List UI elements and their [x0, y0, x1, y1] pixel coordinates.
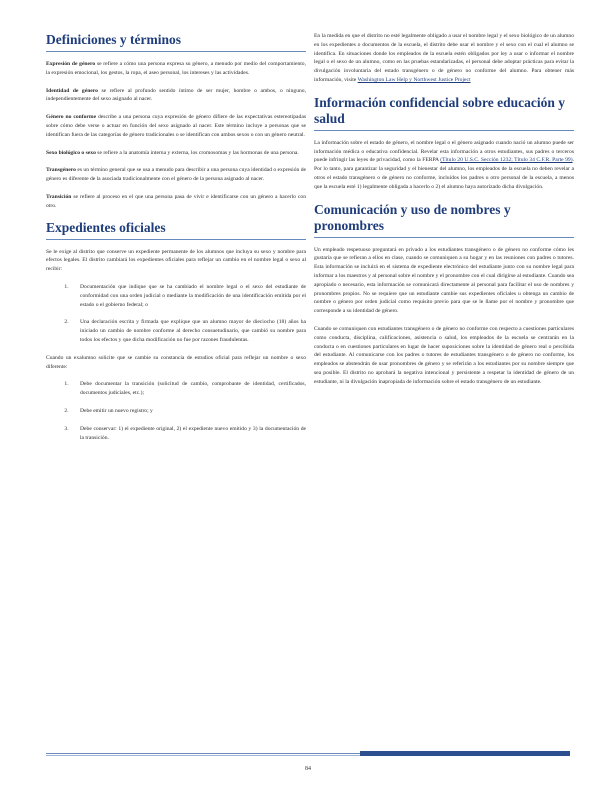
definition-term: Transgénero	[46, 167, 76, 174]
confidential-text-end: . Por lo tanto, para garantizar la seguridad y el bienestar del alumno, los empleados de la escuela no deben revelar a otros el estado transgénero o de género no conforme, incluidos los padres u otro personal de la escuela, a menos que la escuela esté 1) legalmente obligada a hacerlo o 2) el alumno haya autorizado dicha divulgación.	[314, 157, 574, 190]
list-item: 2. Una declaración escrita y firmada que explique que un alumno mayor de dieciocho (18) años ha iniciado un cambio de nombre conforme al derecho consuetudinario, que cambió su nombre para todos los efectos y que dicha modificación no fue por razones fraudulentas.	[70, 318, 306, 344]
confidential-text: La información sobre el estado de género, el nombre legal o el género asignado cuando nació un alumno puede ser información médica o educativa confidencial. Revelar esta información a otros estudiantes, sus padres o terceros puede infringir las leyes de privacidad, como la FERPA	[314, 139, 574, 164]
resource-link[interactable]: Washington Law Help y Northwest Justice Project	[357, 76, 471, 83]
definition-term: Transición	[46, 193, 72, 200]
list-item: 1. Documentación que indique que se ha cambiado el nombre legal o el sexo del estudiante de conformidad con una orden judicial o mediante la modificación de una identificación emitida por el estado o el gobierno federal; o	[70, 283, 306, 309]
definition-text: se refiere al proceso en el que una persona pasa de vivir e identificarse con un género a hacerlo con otro.	[46, 193, 306, 209]
heading-rule	[314, 130, 574, 131]
list-item: 1. Debe documentar la transición (solicitud de cambio, comprobante de identidad, certificados, documentos judiciales, etc.);	[70, 380, 306, 398]
definition-item	[46, 166, 306, 184]
definition-text: se refiere a la anatomía interna y externa, los cromosomas y las hormonas de una persona.	[97, 149, 299, 156]
list-item: 2. Debe emitir un nuevo registro; y	[70, 407, 306, 416]
records-list-2	[46, 380, 306, 442]
definition-term: Género no conforme	[46, 114, 97, 121]
communication-heading: Comunicación y uso de nombres y pronombres	[314, 201, 511, 233]
left-column	[46, 32, 306, 451]
confidential-heading: Información confidencial sobre educación y salud	[314, 94, 565, 126]
records-list-1	[46, 283, 306, 345]
page-number: 84	[305, 766, 311, 772]
right-column	[314, 32, 574, 396]
heading-rule	[314, 237, 574, 238]
intro-text: En la medida en que el distrito no esté legalmente obligado a usar el nombre legal y el sexo biológico de un alumno en los expedientes o documentos de la escuela, el distrito debe usar el nombre y el sexo con el cual el alumno se identifica. En situaciones donde los empleados de la escuela estén obligados por ley a usar o informar el nombre legal o el sexo de un alumno, como en las pruebas estandarizadas, el personal debe adoptar prácticas para evitar la divulgación involuntaria del estado transgénero o de género no conforme del alumno. Para obtener más información, visite	[314, 33, 574, 83]
definition-item	[46, 113, 306, 139]
definitions-heading: Definiciones y términos	[46, 32, 181, 47]
ferpa-link[interactable]: (Título 20 U.S.C. Sección 1232; Título 34 C.F.R. Parte 99)	[440, 157, 573, 164]
records-heading: Expedientes oficiales	[46, 219, 166, 235]
heading-rule	[46, 51, 306, 52]
definition-text: se refiere a cómo una persona expresa su género, a menudo por medio del comportamiento, la expresión emocional, los gestos, la ropa, el aseo personal, los intereses y las actividades.	[46, 61, 307, 76]
records-paragraph: Cuando un exalumno solicite que se cambie su constancia de estudios oficial para reflejar un nombre o sexo diferente:	[46, 354, 306, 370]
definition-item	[46, 193, 306, 211]
definition-item	[46, 149, 306, 158]
communication-paragraph: Cuando se comuniquen con estudiantes transgénero o de género no conforme con respecto a cuestiones particulares como conducta, disciplina, calificaciones, asistencia o salud, los empleados de la escuela se centrarán en la conducta o en cuestiones particulares en lugar de hacer suposiciones sobre la identidad de género real o percibida del estudiante. Al comunicarse con los padres o tutores de estudiantes transgénero o de género no conforme, los empleados se abstendrán de usar pronombres de género y se referirán a los estudiantes por su nombre siempre que sea posible. El distrito no aprobará la negativa intencional y persistente a respetar la identidad de género de un estudiante, ni la divulgación inapropiada de información sobre el estado transgénero de un estudiante.	[314, 325, 574, 385]
definition-term: Expresión de género	[46, 61, 96, 67]
definition-text: es un término general que se usa a menudo para describir a una persona cuya identidad o expresión de género es diferente de la asociada tradicionalmente con el género de la persona asignado al nacer.	[46, 167, 306, 183]
list-item: 3. Debe conservar: 1) el expediente original, 2) el expediente nuevo emitido y 3) la documentación de la transición.	[70, 425, 306, 443]
definition-item	[46, 60, 306, 78]
definition-text: describe a una persona cuya expresión de género difiere de las expectativas estereotipadas sobre cómo debe verse o actuar en función del sexo asignado al nacer. Este término incluye a personas que se identifican fuera de las categorías de género tradicionales o se identifican con ambos sexos o con un género neutral.	[46, 114, 306, 138]
definition-item	[46, 87, 306, 105]
heading-rule	[46, 239, 306, 240]
definition-term: Identidad de género	[46, 87, 98, 94]
communication-paragraph: Un empleado respetuoso preguntará en privado a los estudiantes transgénero o de género no conforme cómo les gustaría que se refieran a ellos en clase, cuando se comuniquen a su hogar y en las reuniones con padres o tutores. Esta información se incluirá en el sistema de expediente electrónico del estudiante junto con su nombre legal para informar a los maestros y al personal sobre el nombre y el pronombre con el cual dirigirse al estudiante. Cuando sea apropiado o necesario, esta información se comunicará directamente al personal para facilitar el uso de nombres y pronombres propios. No se requiere que un estudiante cambie sus expedientes oficiales u obtenga un cambio de nombre o género por orden judicial como requisito previo para que se le llame por el nombre y pronombre que corresponde a su identidad de género.	[314, 246, 574, 315]
confidential-paragraph	[314, 139, 574, 192]
definition-text: se refiere al profundo sentido íntimo de ser mujer, hombre o ambos, o ninguno, independientemente del sexo asignado al nacer.	[46, 87, 306, 103]
footer-accent-bar	[360, 751, 570, 756]
definition-term: Sexo biológico o sexo	[46, 149, 96, 156]
footer-rule	[46, 753, 570, 757]
intro-paragraph	[314, 32, 574, 85]
records-intro: Se le exige al distrito que conserve un expediente permanente de los alumnos que incluya su sexo y nombre para efectos legales. El distrito cambiará los expedientes oficiales para reflejar un cambio en el nombre legal o sexo al recibir:	[46, 248, 306, 273]
